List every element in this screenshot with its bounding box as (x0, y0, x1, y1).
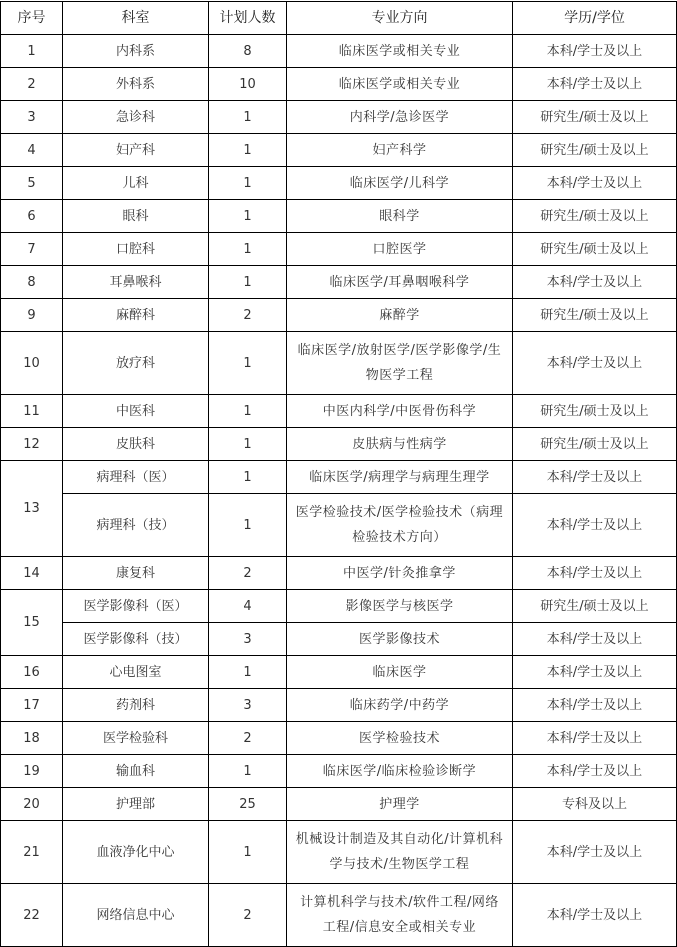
cell-department: 心电图室 (63, 656, 209, 689)
cell-department: 药剂科 (63, 689, 209, 722)
cell-planned-count: 10 (209, 68, 287, 101)
header-row (1, 2, 677, 35)
cell-department: 护理部 (63, 788, 209, 821)
cell-serial: 22 (1, 884, 63, 947)
cell-serial: 16 (1, 656, 63, 689)
table-row (1, 332, 677, 395)
cell-department: 妇产科 (63, 134, 209, 167)
cell-planned-count: 1 (209, 266, 287, 299)
cell-degree: 研究生/硕士及以上 (513, 134, 677, 167)
cell-planned-count: 2 (209, 722, 287, 755)
cell-planned-count: 3 (209, 623, 287, 656)
cell-serial: 12 (1, 428, 63, 461)
cell-planned-count: 3 (209, 689, 287, 722)
cell-degree: 研究生/硕士及以上 (513, 590, 677, 623)
cell-department: 耳鼻喉科 (63, 266, 209, 299)
cell-department: 外科系 (63, 68, 209, 101)
cell-major: 医学检验技术 (287, 722, 513, 755)
cell-serial: 3 (1, 101, 63, 134)
cell-planned-count: 1 (209, 821, 287, 884)
cell-department: 急诊科 (63, 101, 209, 134)
cell-major: 中医学/针灸推拿学 (287, 557, 513, 590)
cell-degree: 本科/学士及以上 (513, 332, 677, 395)
header-department: 科室 (63, 2, 209, 35)
cell-major: 临床医学或相关专业 (287, 68, 513, 101)
cell-planned-count: 1 (209, 656, 287, 689)
cell-degree: 研究生/硕士及以上 (513, 200, 677, 233)
table-row (1, 821, 677, 884)
cell-department: 皮肤科 (63, 428, 209, 461)
cell-degree: 本科/学士及以上 (513, 884, 677, 947)
cell-serial: 5 (1, 167, 63, 200)
table-row (1, 557, 677, 590)
table-row (1, 722, 677, 755)
cell-degree: 本科/学士及以上 (513, 821, 677, 884)
cell-major: 护理学 (287, 788, 513, 821)
cell-planned-count: 4 (209, 590, 287, 623)
table-row (1, 494, 677, 557)
cell-serial: 1 (1, 35, 63, 68)
cell-serial: 21 (1, 821, 63, 884)
header-degree: 学历/学位 (513, 2, 677, 35)
cell-degree: 本科/学士及以上 (513, 656, 677, 689)
cell-degree: 本科/学士及以上 (513, 167, 677, 200)
header-major: 专业方向 (287, 2, 513, 35)
recruitment-table (0, 1, 677, 947)
cell-major: 临床医学/耳鼻咽喉科学 (287, 266, 513, 299)
cell-department: 麻醉科 (63, 299, 209, 332)
cell-department: 中医科 (63, 395, 209, 428)
table-row (1, 167, 677, 200)
cell-planned-count: 1 (209, 101, 287, 134)
cell-degree: 研究生/硕士及以上 (513, 233, 677, 266)
cell-serial: 10 (1, 332, 63, 395)
cell-serial: 14 (1, 557, 63, 590)
cell-department: 病理科（技） (63, 494, 209, 557)
cell-degree: 本科/学士及以上 (513, 557, 677, 590)
cell-department: 口腔科 (63, 233, 209, 266)
table-row (1, 233, 677, 266)
cell-degree: 专科及以上 (513, 788, 677, 821)
cell-department: 输血科 (63, 755, 209, 788)
cell-serial: 19 (1, 755, 63, 788)
cell-major: 医学影像技术 (287, 623, 513, 656)
cell-planned-count: 1 (209, 755, 287, 788)
table-row (1, 755, 677, 788)
cell-degree: 本科/学士及以上 (513, 755, 677, 788)
cell-planned-count: 1 (209, 167, 287, 200)
cell-major: 临床医学 (287, 656, 513, 689)
cell-degree: 本科/学士及以上 (513, 623, 677, 656)
cell-planned-count: 1 (209, 494, 287, 557)
cell-planned-count: 1 (209, 134, 287, 167)
table-row (1, 461, 677, 494)
table-row (1, 656, 677, 689)
cell-degree: 研究生/硕士及以上 (513, 395, 677, 428)
cell-major: 临床医学/病理学与病理生理学 (287, 461, 513, 494)
table-body (1, 35, 677, 947)
cell-department: 网络信息中心 (63, 884, 209, 947)
cell-major: 临床医学/放射医学/医学影像学/生物医学工程 (287, 332, 513, 395)
table-row (1, 266, 677, 299)
cell-department: 医学检验科 (63, 722, 209, 755)
cell-department: 内科系 (63, 35, 209, 68)
table-row (1, 299, 677, 332)
cell-department: 血液净化中心 (63, 821, 209, 884)
cell-degree: 本科/学士及以上 (513, 68, 677, 101)
header-serial: 序号 (1, 2, 63, 35)
cell-degree: 本科/学士及以上 (513, 461, 677, 494)
cell-serial: 13 (1, 461, 63, 557)
cell-major: 临床药学/中药学 (287, 689, 513, 722)
cell-planned-count: 2 (209, 884, 287, 947)
cell-serial: 8 (1, 266, 63, 299)
cell-planned-count: 1 (209, 200, 287, 233)
cell-degree: 研究生/硕士及以上 (513, 428, 677, 461)
cell-major: 临床医学/临床检验诊断学 (287, 755, 513, 788)
cell-degree: 研究生/硕士及以上 (513, 299, 677, 332)
cell-planned-count: 2 (209, 557, 287, 590)
cell-major: 医学检验技术/医学检验技术（病理检验技术方向） (287, 494, 513, 557)
cell-major: 机械设计制造及其自动化/计算机科学与技术/生物医学工程 (287, 821, 513, 884)
cell-department: 眼科 (63, 200, 209, 233)
cell-degree: 本科/学士及以上 (513, 722, 677, 755)
cell-major: 临床医学/儿科学 (287, 167, 513, 200)
cell-serial: 20 (1, 788, 63, 821)
cell-planned-count: 8 (209, 35, 287, 68)
cell-major: 麻醉学 (287, 299, 513, 332)
cell-serial: 7 (1, 233, 63, 266)
cell-serial: 6 (1, 200, 63, 233)
cell-serial: 4 (1, 134, 63, 167)
cell-major: 临床医学或相关专业 (287, 35, 513, 68)
cell-serial: 11 (1, 395, 63, 428)
cell-serial: 15 (1, 590, 63, 656)
cell-department: 医学影像科（医） (63, 590, 209, 623)
cell-department: 医学影像科（技） (63, 623, 209, 656)
cell-major: 妇产科学 (287, 134, 513, 167)
cell-department: 病理科（医） (63, 461, 209, 494)
cell-planned-count: 1 (209, 395, 287, 428)
table-row (1, 884, 677, 947)
cell-major: 皮肤病与性病学 (287, 428, 513, 461)
cell-planned-count: 2 (209, 299, 287, 332)
cell-major: 计算机科学与技术/软件工程/网络工程/信息安全或相关专业 (287, 884, 513, 947)
cell-degree: 本科/学士及以上 (513, 266, 677, 299)
cell-planned-count: 1 (209, 428, 287, 461)
cell-degree: 本科/学士及以上 (513, 35, 677, 68)
cell-department: 放疗科 (63, 332, 209, 395)
cell-degree: 本科/学士及以上 (513, 689, 677, 722)
cell-serial: 2 (1, 68, 63, 101)
cell-serial: 17 (1, 689, 63, 722)
cell-major: 内科学/急诊医学 (287, 101, 513, 134)
table-row (1, 623, 677, 656)
cell-planned-count: 1 (209, 233, 287, 266)
cell-major: 中医内科学/中医骨伤科学 (287, 395, 513, 428)
cell-major: 眼科学 (287, 200, 513, 233)
cell-planned-count: 25 (209, 788, 287, 821)
cell-department: 康复科 (63, 557, 209, 590)
cell-major: 口腔医学 (287, 233, 513, 266)
header-planned-count: 计划人数 (209, 2, 287, 35)
table-row (1, 590, 677, 623)
table-row (1, 134, 677, 167)
table-row (1, 68, 677, 101)
cell-serial: 9 (1, 299, 63, 332)
table-row (1, 200, 677, 233)
cell-serial: 18 (1, 722, 63, 755)
cell-department: 儿科 (63, 167, 209, 200)
cell-degree: 研究生/硕士及以上 (513, 101, 677, 134)
cell-degree: 本科/学士及以上 (513, 494, 677, 557)
table-row (1, 689, 677, 722)
table-row (1, 101, 677, 134)
cell-planned-count: 1 (209, 461, 287, 494)
table-row (1, 395, 677, 428)
table-row (1, 788, 677, 821)
cell-planned-count: 1 (209, 332, 287, 395)
table-row (1, 428, 677, 461)
table-row (1, 35, 677, 68)
cell-major: 影像医学与核医学 (287, 590, 513, 623)
